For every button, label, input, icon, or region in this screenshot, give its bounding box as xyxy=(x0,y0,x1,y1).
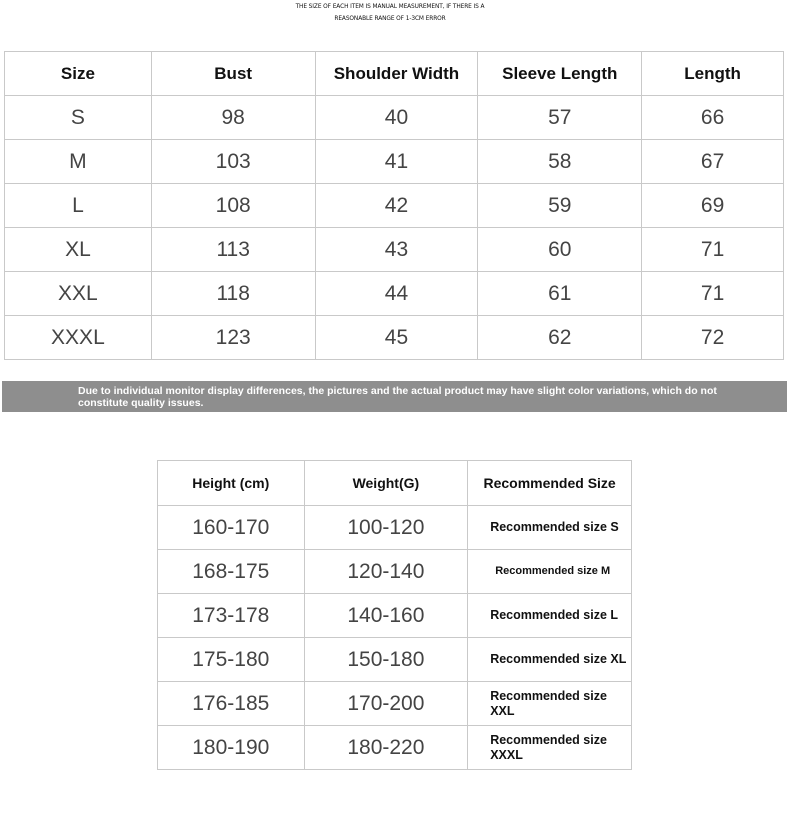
size-cell: S xyxy=(5,96,152,140)
bust-cell: 123 xyxy=(151,316,315,360)
weight-cell: 120-140 xyxy=(304,550,468,594)
shoulder-width-cell: 43 xyxy=(315,228,478,272)
length-cell: 69 xyxy=(642,184,784,228)
table-row xyxy=(158,726,632,770)
table-row xyxy=(5,316,784,360)
table-row xyxy=(158,638,632,682)
table-row xyxy=(158,506,632,550)
recommended-size-cell: Recommended size XL xyxy=(468,638,632,682)
table-row xyxy=(5,228,784,272)
recommended-size-header-row xyxy=(158,461,632,506)
height-cell: 180-190 xyxy=(158,726,305,770)
sleeve-length-cell: 57 xyxy=(478,96,642,140)
color-disclaimer-text: Due to individual monitor display differences, the pictures and the actual product may have slight color variations, which do not constitute quality issues. xyxy=(78,385,717,409)
size-chart-table xyxy=(4,51,784,360)
shoulder-width-cell: 45 xyxy=(315,316,478,360)
table-row xyxy=(158,594,632,638)
sleeve-length-cell: 62 xyxy=(478,316,642,360)
length-cell: 71 xyxy=(642,272,784,316)
bust-cell: 113 xyxy=(151,228,315,272)
size-chart-header-row xyxy=(5,52,784,96)
sleeve-length-cell: 60 xyxy=(478,228,642,272)
recommended-size-cell: Recommended size S xyxy=(468,506,632,550)
size-cell: L xyxy=(5,184,152,228)
shoulder-width-cell: 41 xyxy=(315,140,478,184)
recommended-size-cell: Recommended size L xyxy=(468,594,632,638)
bust-cell: 103 xyxy=(151,140,315,184)
recommended-size-cell: Recommended size XXXL xyxy=(468,726,632,770)
weight-cell: 100-120 xyxy=(304,506,468,550)
size-cell: XXXL xyxy=(5,316,152,360)
size-cell: XXL xyxy=(5,272,152,316)
table-row xyxy=(5,140,784,184)
weight-cell: 180-220 xyxy=(304,726,468,770)
table-row xyxy=(5,96,784,140)
height-header: Height (cm) xyxy=(158,461,305,506)
sleeve-length-cell: 61 xyxy=(478,272,642,316)
bust-cell: 98 xyxy=(151,96,315,140)
weight-cell: 170-200 xyxy=(304,682,468,726)
height-cell: 173-178 xyxy=(158,594,305,638)
shoulder-width-header: Shoulder Width xyxy=(315,52,478,96)
table-row xyxy=(158,550,632,594)
weight-cell: 140-160 xyxy=(304,594,468,638)
size-header: Size xyxy=(5,52,152,96)
bust-cell: 118 xyxy=(151,272,315,316)
table-row xyxy=(5,272,784,316)
length-cell: 71 xyxy=(642,228,784,272)
weight-cell: 150-180 xyxy=(304,638,468,682)
length-cell: 66 xyxy=(642,96,784,140)
shoulder-width-cell: 44 xyxy=(315,272,478,316)
table-row xyxy=(5,184,784,228)
shoulder-width-cell: 42 xyxy=(315,184,478,228)
length-cell: 67 xyxy=(642,140,784,184)
table-row xyxy=(158,682,632,726)
measurement-note-line2: REASONABLE RANGE OF 1-3CM ERROR xyxy=(334,14,446,22)
color-disclaimer-banner xyxy=(2,381,787,412)
recommended-size-cell: Recommended size XXL xyxy=(468,682,632,726)
sleeve-length-cell: 58 xyxy=(478,140,642,184)
recommended-size-table xyxy=(157,460,632,770)
height-cell: 168-175 xyxy=(158,550,305,594)
sleeve-length-cell: 59 xyxy=(478,184,642,228)
shoulder-width-cell: 40 xyxy=(315,96,478,140)
recommended-size-cell: Recommended size M xyxy=(468,550,632,594)
measurement-note-line1: THE SIZE OF EACH ITEM IS MANUAL MEASUREMENT, IF THERE IS A xyxy=(295,2,485,10)
size-cell: XL xyxy=(5,228,152,272)
height-cell: 175-180 xyxy=(158,638,305,682)
bust-cell: 108 xyxy=(151,184,315,228)
height-cell: 160-170 xyxy=(158,506,305,550)
bust-header: Bust xyxy=(151,52,315,96)
weight-header: Weight(G) xyxy=(304,461,468,506)
sleeve-length-header: Sleeve Length xyxy=(478,52,642,96)
recommended-size-header: Recommended Size xyxy=(468,461,632,506)
length-header: Length xyxy=(642,52,784,96)
size-cell: M xyxy=(5,140,152,184)
length-cell: 72 xyxy=(642,316,784,360)
height-cell: 176-185 xyxy=(158,682,305,726)
